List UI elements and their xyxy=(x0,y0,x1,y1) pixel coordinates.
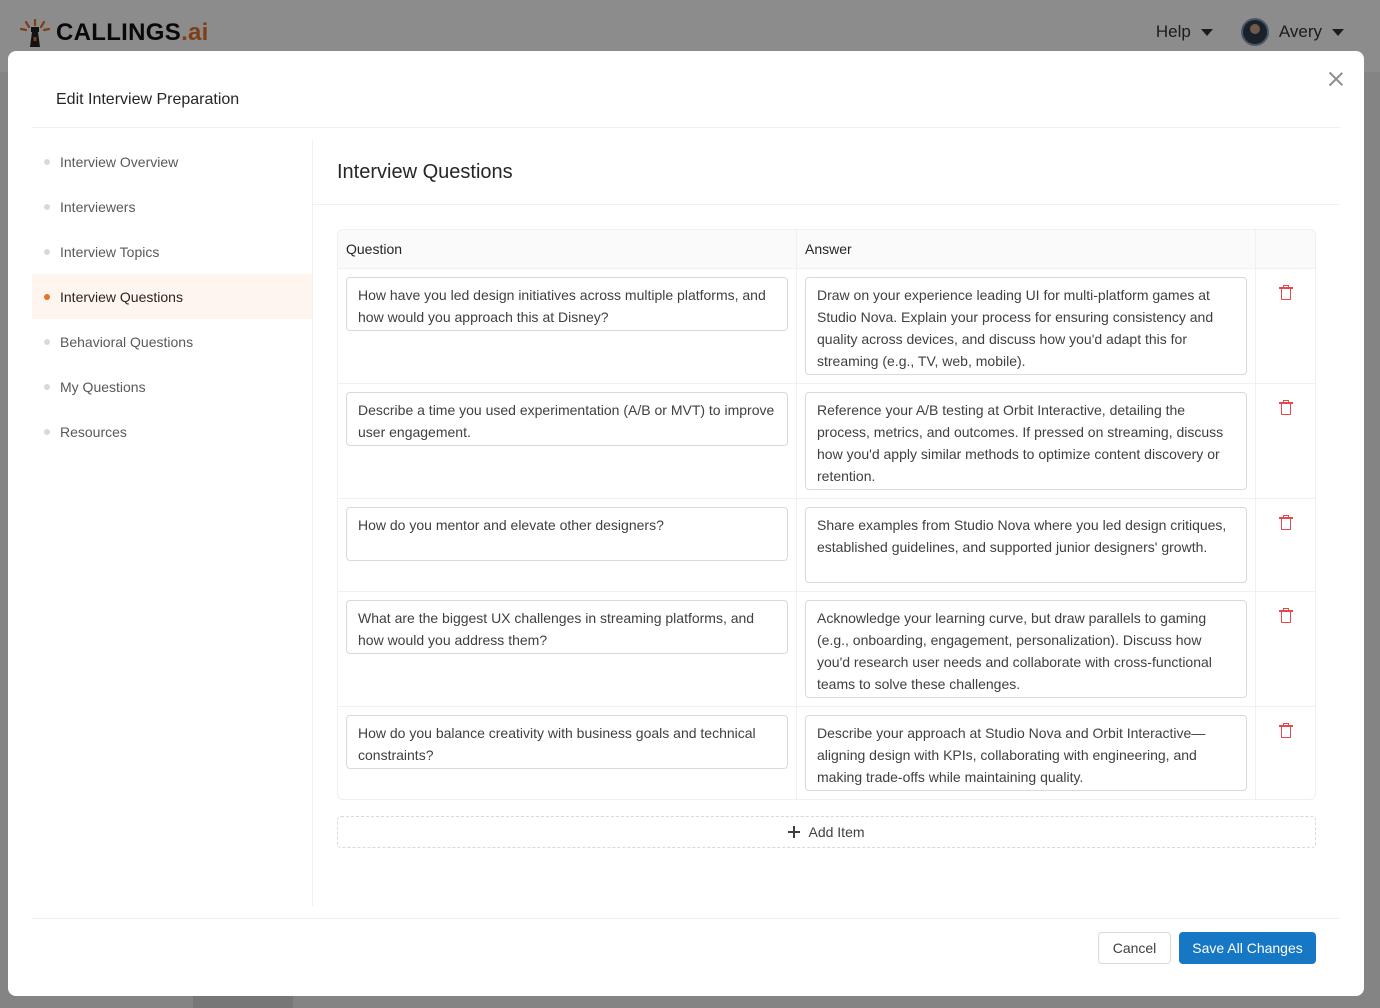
answer-input[interactable]: Reference your A/B testing at Orbit Interactive, detailing the process, metrics, and outcomes. If pressed on streaming, discuss how you'd apply similar methods to optimize content discovery or retention. xyxy=(805,392,1247,490)
save-all-changes-button[interactable]: Save All Changes xyxy=(1179,932,1316,964)
table-row xyxy=(338,269,1315,384)
edit-interview-modal xyxy=(8,51,1364,996)
column-header-answer: Answer xyxy=(797,230,1256,268)
question-input[interactable]: How do you balance creativity with business goals and technical constraints? xyxy=(346,715,788,769)
sidebar-item-label: Resources xyxy=(60,423,127,440)
cancel-button[interactable]: Cancel xyxy=(1098,932,1171,964)
table-row xyxy=(338,707,1315,799)
section-title: Interview Questions xyxy=(337,161,513,183)
bullet-icon xyxy=(44,249,50,255)
sidebar-item-behavioral-questions[interactable] xyxy=(32,319,312,364)
answer-input[interactable]: Acknowledge your learning curve, but draw parallels to gaming (e.g., onboarding, engagement, personalization). Discuss how you'd research user needs and collaborate with cross-functional teams to solve these challenges. xyxy=(805,600,1247,698)
bullet-icon xyxy=(44,159,50,165)
table-row xyxy=(338,592,1315,707)
divider xyxy=(32,127,1340,128)
question-input[interactable]: How do you mentor and elevate other designers? xyxy=(346,507,788,561)
delete-icon[interactable] xyxy=(1279,400,1293,416)
sidebar-item-label: Interviewers xyxy=(60,198,136,215)
column-header-actions xyxy=(1256,230,1315,268)
bullet-icon xyxy=(44,294,50,300)
questions-table xyxy=(337,229,1316,800)
sidebar-item-label: Interview Topics xyxy=(60,243,160,260)
bullet-icon xyxy=(44,204,50,210)
help-label: Help xyxy=(1155,22,1191,41)
sidebar-item-label: Interview Overview xyxy=(60,153,179,170)
bullet-icon xyxy=(44,384,50,390)
sidebar-item-interviewers[interactable] xyxy=(32,184,312,229)
section-sidebar xyxy=(32,139,313,906)
delete-icon[interactable] xyxy=(1279,515,1293,531)
table-row xyxy=(338,384,1315,499)
sidebar-item-label: Behavioral Questions xyxy=(60,333,194,350)
divider xyxy=(313,204,1340,205)
delete-icon[interactable] xyxy=(1279,608,1293,624)
plus-icon xyxy=(788,826,800,838)
sidebar-item-resources[interactable] xyxy=(32,409,312,454)
table-header xyxy=(338,230,1315,269)
sidebar-item-interview-questions[interactable] xyxy=(32,274,312,319)
column-header-question: Question xyxy=(338,230,797,268)
modal-title: Edit Interview Preparation xyxy=(56,91,240,108)
sidebar-item-label: My Questions xyxy=(60,378,146,395)
bullet-icon xyxy=(44,339,50,345)
delete-icon[interactable] xyxy=(1279,723,1293,739)
divider xyxy=(32,918,1340,919)
sidebar-item-interview-overview[interactable] xyxy=(32,139,312,184)
question-input[interactable]: How have you led design initiatives across multiple platforms, and how would you approach this at Disney? xyxy=(346,277,788,331)
close-icon[interactable] xyxy=(1326,69,1346,89)
delete-icon[interactable] xyxy=(1279,285,1293,301)
add-item-button[interactable] xyxy=(337,816,1316,848)
sidebar-item-my-questions[interactable] xyxy=(32,364,312,409)
sidebar-item-label: Interview Questions xyxy=(60,288,183,305)
question-input[interactable]: What are the biggest UX challenges in streaming platforms, and how would you address them? xyxy=(346,600,788,654)
sidebar-item-interview-topics[interactable] xyxy=(32,229,312,274)
bullet-icon xyxy=(44,429,50,435)
question-input[interactable]: Describe a time you used experimentation (A/B or MVT) to improve user engagement. xyxy=(346,392,788,446)
answer-input[interactable]: Draw on your experience leading UI for multi-platform games at Studio Nova. Explain your process for ensuring consistency and quality across devices, and discuss how you'd adapt this for streaming (e.g., TV, web, mobile). xyxy=(805,277,1247,375)
add-item-label: Add Item xyxy=(808,824,865,840)
brand-name: CALLINGS.ai xyxy=(56,19,209,46)
answer-input[interactable]: Share examples from Studio Nova where you led design critiques, established guidelines, and supported junior designers' growth. xyxy=(805,507,1247,583)
answer-input[interactable]: Describe your approach at Studio Nova and Orbit Interactive—aligning design with KPIs, collaborating with engineering, and making trade-offs while maintaining quality. xyxy=(805,715,1247,791)
content-panel xyxy=(313,139,1340,906)
table-row xyxy=(338,499,1315,592)
user-name: Avery xyxy=(1278,22,1322,41)
